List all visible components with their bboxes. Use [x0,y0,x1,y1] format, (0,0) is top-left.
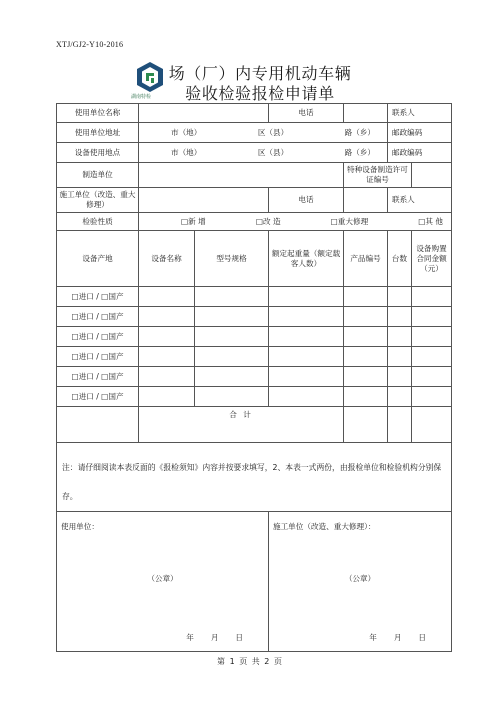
date-year: 年 [186,633,195,642]
origin-checkbox[interactable]: □进口 / □国产 [57,307,139,327]
date-fields [170,633,244,643]
cell-model[interactable] [195,367,269,387]
label-postcode[interactable]: 邮政编码 [388,143,452,163]
date-month: 月 [393,633,403,642]
origin-checkbox[interactable]: □进口 / □国产 [57,387,139,407]
label-user-address: 使用单位地址 [57,123,139,143]
date-month: 月 [210,633,220,642]
cell-equipment-name[interactable] [139,287,195,307]
page-number: 第 1 页 共 2 页 [217,657,283,666]
official-seal-label: （公章） [147,574,178,583]
cell-rated-capacity[interactable] [269,367,344,387]
header-model: 型号规格 [195,231,269,287]
label-phone: 电话 [269,104,344,123]
cell-rated-capacity[interactable] [269,327,344,347]
label-district: 区（县） [257,127,289,137]
cell-quantity[interactable] [388,327,412,347]
row-note [57,443,452,512]
checkbox-new[interactable]: □新 增 [181,216,206,226]
cell-total-quantity[interactable] [388,407,412,443]
note-text: 注：请仔细阅读本表反面的《报检须知》内容并按要求填写，2、本表一式两份，由报检单位和检验机构分别保存。 [57,443,452,512]
date-fields [353,633,427,643]
field-usage-location[interactable] [139,143,388,163]
row-signatures [57,512,452,652]
label-contact[interactable]: 联系人 [388,188,452,213]
row-user-address [57,123,452,143]
header-contract-amount: 设备购置合同金额（元） [412,231,452,287]
logo-icon [135,61,165,93]
label-road: 路（乡） [344,127,375,137]
origin-checkbox[interactable]: □进口 / □国产 [57,287,139,307]
field-phone[interactable] [344,104,388,123]
cell-product-number[interactable] [344,287,388,307]
document-code: XTJ/GJ2-Y10-2016 [56,40,124,49]
form-title [165,64,355,104]
cell-contract-amount[interactable] [412,307,452,327]
cell-contract-amount[interactable] [412,387,452,407]
cell-equipment-name[interactable] [139,327,195,347]
field-phone[interactable] [344,188,388,213]
date-year: 年 [369,633,378,642]
cell-equipment-name[interactable] [139,307,195,327]
label-road: 路（乡） [344,147,375,157]
table-row [57,367,452,387]
cell-total-product[interactable] [344,407,388,443]
row-constructor [57,188,452,213]
cell-model[interactable] [195,387,269,407]
label-inspection-type: 检验性质 [57,213,139,231]
date-day: 日 [418,633,427,642]
title-line-1: 场（厂）内专用机动车辆 [168,64,352,83]
official-seal-label: （公章） [344,574,376,583]
cell-contract-amount[interactable] [412,327,452,347]
cell-product-number[interactable] [344,327,388,347]
label-city: 市（地） [171,147,202,157]
row-equipment-headers [57,231,452,287]
cell-contract-amount[interactable] [412,287,452,307]
table-row [57,287,452,307]
cell-equipment-name[interactable] [139,387,195,407]
cell-contract-amount[interactable] [412,347,452,367]
cell-quantity[interactable] [388,387,412,407]
field-constructor[interactable] [139,188,269,213]
cell-rated-capacity[interactable] [269,387,344,407]
label-city: 市（地） [171,127,202,137]
cell-quantity[interactable] [388,287,412,307]
origin-checkbox[interactable]: □进口 / □国产 [57,347,139,367]
checkbox-major-repair[interactable]: □重大修理 [330,216,369,226]
label-manufacturer: 制造单位 [57,163,139,188]
row-inspection-type [57,213,452,231]
application-form-table [56,103,452,652]
table-row [57,347,452,367]
field-manufacturer[interactable] [139,163,344,188]
label-usage-location: 设备使用地点 [57,143,139,163]
row-total [57,407,452,443]
title-line-2: 验收检验报检申请单 [185,84,335,103]
cell-equipment-name[interactable] [139,367,195,387]
row-usage-location [57,143,452,163]
date-day: 日 [235,633,244,642]
cell-product-number[interactable] [344,387,388,407]
cell-quantity[interactable] [388,347,412,367]
signature-user-unit[interactable] [57,512,269,652]
cell-quantity[interactable] [388,367,412,387]
header-origin: 设备产地 [57,231,139,287]
total-blank [57,407,139,443]
cell-contract-amount[interactable] [412,367,452,387]
cell-rated-capacity[interactable] [269,307,344,327]
inspection-type-options [139,213,452,231]
label-postcode[interactable]: 邮政编码 [388,123,452,143]
cell-quantity[interactable] [388,307,412,327]
checkbox-other[interactable]: □其 他 [418,216,443,226]
header-equipment-name: 设备名称 [139,231,195,287]
cell-model[interactable] [195,347,269,367]
header-quantity: 台数 [388,231,412,287]
row-manufacturer [57,163,452,188]
label-constructor: 施工单位（改造、重大修理） [57,188,139,213]
table-row [57,327,452,347]
label-contact[interactable]: 联系人 [388,104,452,123]
signature-constructor[interactable] [269,512,452,652]
field-user-unit-name[interactable] [139,104,269,123]
label-district: 区（县） [257,147,289,157]
cell-product-number[interactable] [344,347,388,367]
cell-model[interactable] [195,327,269,347]
logo-caption: 湖南特检 [131,94,152,100]
cell-rated-capacity[interactable] [269,347,344,367]
table-row [57,307,452,327]
checkbox-modify[interactable]: □改 造 [255,216,281,226]
cell-product-number[interactable] [344,307,388,327]
origin-checkbox[interactable]: □进口 / □国产 [57,327,139,347]
label-constructor-sign: 施工单位（改造、重大修理）： [273,522,376,531]
label-user-unit-sign: 使用单位： [61,522,99,531]
cell-total-amount[interactable] [412,407,452,443]
label-license: 特种设备制造许可证编号 [344,163,412,188]
label-user-unit-name: 使用单位名称 [57,104,139,123]
cell-equipment-name[interactable] [139,347,195,367]
cell-product-number[interactable] [344,367,388,387]
label-phone: 电话 [269,188,344,213]
field-user-address[interactable] [139,123,388,143]
label-total: 合 计 [139,407,344,443]
cell-model[interactable] [195,287,269,307]
cell-rated-capacity[interactable] [269,287,344,307]
cell-model[interactable] [195,307,269,327]
origin-checkbox[interactable]: □进口 / □国产 [57,367,139,387]
header-rated-capacity: 额定起重量（额定载客人数） [269,231,344,287]
header-product-number: 产品编号 [344,231,388,287]
field-license[interactable] [412,163,452,188]
row-user-unit [57,104,452,123]
table-row [57,387,452,407]
